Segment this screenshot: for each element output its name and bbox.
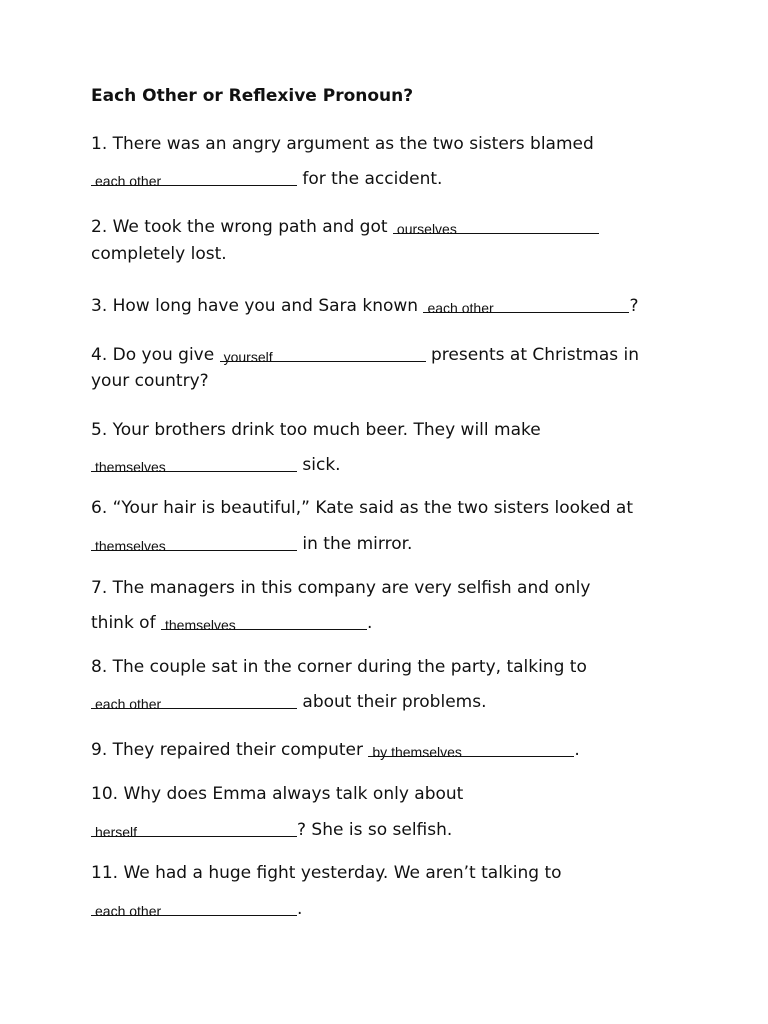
question-4-ending: presents at Christmas in <box>431 345 639 365</box>
question-7-lead: think of <box>91 613 156 633</box>
question-8-line-1 <box>91 656 587 678</box>
answer-blank-7[interactable] <box>161 608 367 633</box>
question-3-line-1 <box>91 291 639 317</box>
question-3-text: 3. How long have you and Sara known <box>91 296 419 316</box>
question-6-line-2 <box>91 529 412 555</box>
question-1-line-1 <box>91 133 594 155</box>
question-7-line-2 <box>91 608 372 634</box>
question-10-text: 10. Why does Emma always talk only about <box>91 784 464 804</box>
question-3-ending: ? <box>629 296 639 316</box>
question-4-text: 4. Do you give <box>91 345 215 365</box>
answer-4: yourself <box>223 349 273 365</box>
question-5-ending: sick. <box>302 455 341 475</box>
answer-7: themselves <box>164 617 236 633</box>
answer-3: each other <box>427 300 494 316</box>
question-8-ending: about their problems. <box>302 692 487 712</box>
answer-6: themselves <box>95 538 166 554</box>
answer-blank-8[interactable] <box>91 687 297 712</box>
answer-11: each other <box>95 903 162 919</box>
question-11-ending: . <box>297 899 303 919</box>
question-1-text: 1. There was an angry argument as the two sisters blamed <box>91 134 594 154</box>
answer-blank-4[interactable] <box>220 340 426 365</box>
question-1-line-2 <box>91 164 442 190</box>
answer-1: each other <box>95 173 162 189</box>
question-10-line-2 <box>91 815 452 841</box>
answer-blank-2[interactable] <box>393 212 599 237</box>
question-2-ending: completely lost. <box>91 244 227 264</box>
question-9-ending: . <box>574 740 580 760</box>
answer-blank-1[interactable] <box>91 164 297 189</box>
worksheet-title: Each Other or Reflexive Pronoun? <box>91 86 414 106</box>
question-8-text: 8. The couple sat in the corner during the party, talking to <box>91 657 587 677</box>
answer-5: themselves <box>95 459 166 475</box>
question-2-text: 2. We took the wrong path and got <box>91 217 388 237</box>
answer-blank-6[interactable] <box>91 529 297 554</box>
question-6-text: 6. “Your hair is beautiful,” Kate said as the two sisters looked at <box>91 498 633 518</box>
question-9-line-1 <box>91 735 580 761</box>
answer-blank-3[interactable] <box>423 291 629 316</box>
question-4-line-2 <box>91 370 209 392</box>
question-11-line-1 <box>91 862 562 884</box>
question-11-text: 11. We had a huge fight yesterday. We aren’t talking to <box>91 863 562 883</box>
answer-blank-5[interactable] <box>91 450 297 475</box>
question-10-line-1 <box>91 783 463 805</box>
question-6-ending: in the mirror. <box>302 534 413 554</box>
question-2-line-1 <box>91 212 599 238</box>
answer-blank-9[interactable] <box>368 735 574 760</box>
question-2-line-2 <box>91 243 227 265</box>
answer-2: ourselves <box>396 221 457 237</box>
question-11-line-2 <box>91 894 302 920</box>
question-5-line-1 <box>91 419 541 441</box>
question-9-text: 9. They repaired their computer <box>91 740 363 760</box>
question-7-text: 7. The managers in this company are very selfish and only <box>91 578 591 598</box>
answer-10: herself <box>95 824 138 840</box>
question-10-ending: ? She is so selfish. <box>297 820 453 840</box>
answer-blank-11[interactable] <box>91 894 297 919</box>
question-4-continuation: your country? <box>91 371 209 391</box>
question-5-line-2 <box>91 450 341 476</box>
question-6-line-1 <box>91 497 633 519</box>
question-5-text: 5. Your brothers drink too much beer. They will make <box>91 420 541 440</box>
answer-blank-10[interactable] <box>91 815 297 840</box>
question-1-ending: for the accident. <box>302 169 443 189</box>
question-7-line-1 <box>91 577 590 599</box>
question-7-ending: . <box>366 613 373 633</box>
answer-9: by themselves <box>372 744 462 760</box>
question-8-line-2 <box>91 687 486 713</box>
question-4-line-1 <box>91 340 639 366</box>
answer-8: each other <box>95 696 162 712</box>
